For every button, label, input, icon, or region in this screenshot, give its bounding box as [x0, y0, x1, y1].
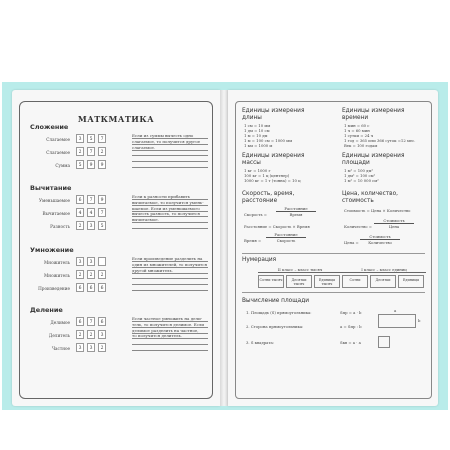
number-cell: 2 — [87, 330, 95, 339]
number-cell: 9 — [98, 160, 106, 169]
number-cell: 3 — [87, 221, 95, 230]
number-cell: 2 — [76, 330, 84, 339]
speed-formula: Скорость = — [244, 212, 267, 217]
time-heading: Единицы измерения времени — [342, 108, 405, 121]
rule-note-line: Если частное умножить на дели- — [132, 316, 203, 321]
row-label: Множитель — [44, 273, 70, 278]
rectangle-diagram — [378, 314, 416, 328]
number-cell: 6 — [76, 317, 84, 326]
number-cell: 7 — [87, 317, 95, 326]
section-heading: Деление — [30, 306, 63, 314]
price-formula: Цена = — [344, 240, 359, 245]
left-page — [12, 90, 220, 406]
note-ruling-line — [132, 344, 208, 345]
price-heading: Цена, количество, стоимость — [342, 191, 398, 204]
thousands-class-label: II класс – класс тысяч — [258, 267, 342, 273]
note-ruling-line — [132, 216, 208, 217]
row-label: Произведение — [38, 286, 70, 291]
area-formula-2: a = Sпр : b — [340, 324, 362, 329]
note-ruling-line — [132, 278, 208, 279]
number-cell: 2 — [76, 270, 84, 279]
row-label: Частное — [51, 346, 70, 351]
note-ruling-line — [132, 150, 208, 151]
note-ruling-line — [132, 138, 208, 139]
number-cell: 6 — [87, 283, 95, 292]
row-label: Разность — [50, 224, 70, 229]
place-value-cell: Единицы тысяч — [314, 275, 340, 288]
note-ruling-line — [132, 327, 208, 328]
number-cell: 9 — [98, 195, 106, 204]
cost-formula: Стоимость = Цена × Количество — [344, 208, 411, 213]
time-fraction: Расстояние Скорость — [266, 232, 306, 243]
rule-note-line: слагаемое. — [132, 144, 156, 150]
time-lines: 1 мин = 60 с 1 ч = 60 мин 1 сутки = 24 ч 1 год = 365 или 366 суток =12 мес. Век = 100 годам — [344, 123, 416, 148]
price-fraction: Стоимость Количество — [360, 234, 400, 245]
length-lines: 1 см = 10 мм 1 дм = 10 см 1 м = 10 дм 1 м = 100 см = 1000 мм 1 км = 1000 м — [244, 123, 293, 148]
note-ruling-line — [132, 199, 208, 200]
rule-note-line: слагаемое, то получится другое — [132, 138, 201, 144]
rule-note-line: вычесть разность, то получится — [132, 211, 200, 217]
place-value-cell: Десятки тысяч — [286, 275, 312, 288]
note-ruling-line — [132, 211, 208, 212]
number-cell: 6 — [98, 283, 106, 292]
note-ruling-line — [132, 144, 208, 145]
area-item-3: 3. S квадрата: — [246, 340, 275, 345]
rule-note-line: Если к разности прибавить — [132, 194, 190, 199]
section-heading: Умножение — [30, 246, 74, 254]
area-formula-1: Sпр = a · b — [340, 310, 362, 315]
number-cell: 6 — [76, 283, 84, 292]
area-units-lines: 1 м² = 100 дм² 1 дм² = 100 см² 1 м² = 10 000 см² — [344, 168, 379, 183]
note-ruling-line — [132, 273, 208, 274]
rule-note-line: шаемое. Если из уменьшаемого — [132, 205, 200, 211]
speed-fraction: Расстояние Время — [276, 206, 316, 217]
number-cell: 7 — [87, 195, 95, 204]
note-ruling-line — [132, 321, 208, 322]
row-label: Вычитаемое — [42, 211, 70, 216]
note-ruling-line — [132, 350, 208, 351]
math-table-frame — [19, 101, 213, 399]
number-cell: 3 — [76, 257, 84, 266]
note-ruling-line — [132, 167, 208, 168]
number-cell: 3 — [76, 343, 84, 352]
rect-side-a-label: a — [394, 308, 397, 313]
rule-note-line: вычитаемое. — [132, 217, 159, 223]
note-ruling-line — [132, 222, 208, 223]
rule-note-line: другой множитель. — [132, 267, 173, 273]
note-ruling-line — [132, 155, 208, 156]
number-cell: 2 — [98, 147, 106, 156]
row-label: Слагаемое — [46, 150, 70, 155]
note-ruling-line — [132, 205, 208, 206]
area-units-heading: Единицы измерения площади — [342, 153, 405, 166]
rule-note-line: вычитаемое, то получится умень- — [132, 199, 204, 205]
row-label: Множитель — [44, 260, 70, 265]
place-value-cell: Десятки — [370, 275, 396, 288]
note-ruling-line — [132, 228, 208, 229]
square-diagram — [378, 336, 390, 348]
note-ruling-line — [132, 290, 208, 291]
number-cell: 2 — [98, 343, 106, 352]
row-label: Делитель — [48, 333, 70, 338]
number-cell: 5 — [76, 160, 84, 169]
notebook-spine — [220, 90, 228, 406]
rule-note-line: то получится делитель. — [132, 333, 183, 339]
rule-note-line: делимое разделить на частное, — [132, 327, 199, 333]
area-formula-3: Sкв = a · a — [340, 340, 361, 345]
note-ruling-line — [132, 267, 208, 268]
number-cell: 2 — [87, 270, 95, 279]
number-cell: 2 — [76, 221, 84, 230]
number-cell: 9 — [87, 160, 95, 169]
note-ruling-line — [132, 284, 208, 285]
number-cell: 4 — [87, 208, 95, 217]
rule-note-line: один из множителей, то получится — [132, 261, 207, 267]
number-cell: 5 — [87, 134, 95, 143]
number-cell: 7 — [87, 147, 95, 156]
time-formula: Время = — [244, 238, 262, 243]
number-cell: 3 — [98, 330, 106, 339]
section-heading: Вычитание — [30, 184, 72, 192]
area-calc-heading: Вычисление площади — [242, 298, 310, 304]
area-item-1: 1. Площадь (S) прямоугольника: — [246, 310, 312, 315]
rule-note-line: тель, то получится делимое. Если — [132, 321, 205, 327]
number-cell: 4 — [76, 208, 84, 217]
note-ruling-line — [132, 338, 208, 339]
note-ruling-line — [132, 333, 208, 334]
page-title: МАТКМАТИКА — [77, 114, 155, 124]
number-cell: 5 — [98, 221, 106, 230]
place-value-cell: Сотни — [342, 275, 368, 288]
row-label: Сумма — [55, 163, 70, 168]
place-value-cell: Единицы — [398, 275, 424, 288]
length-heading: Единицы измерения длины — [242, 108, 305, 121]
speed-heading: Скорость, время, расстояние — [242, 191, 295, 204]
numeration-heading: Нумерация — [242, 257, 277, 263]
mass-lines: 1 кг = 1000 г 100 кг = 1 ц (центнер) 1000 кг = 1 т (тонна) = 10 ц — [244, 168, 301, 183]
right-page — [228, 90, 438, 406]
mass-heading: Единицы измерения массы — [242, 153, 305, 166]
number-cell: 2 — [76, 147, 84, 156]
number-cell — [98, 257, 106, 266]
note-ruling-line — [132, 261, 208, 262]
rule-note-line: Если произведение разделить на — [132, 256, 203, 261]
row-label: Уменьшаемое — [39, 198, 70, 203]
note-ruling-line — [132, 161, 208, 162]
number-cell: 6 — [76, 195, 84, 204]
area-item-2: 2. Сторона прямоугольника: — [246, 324, 304, 329]
rule-note-line: Если из суммы вычесть одно — [132, 133, 194, 138]
row-label: Делимое — [50, 320, 70, 325]
rect-side-b-label: b — [418, 318, 421, 323]
divider — [242, 253, 425, 254]
number-cell: 3 — [87, 257, 95, 266]
number-cell: 6 — [98, 317, 106, 326]
number-cell: 3 — [76, 134, 84, 143]
number-cell: 2 — [98, 270, 106, 279]
number-cell: 7 — [98, 208, 106, 217]
place-value-cell: Сотни тысяч — [258, 275, 284, 288]
units-class-label: I класс – класс единиц — [342, 267, 426, 273]
number-cell: 7 — [98, 134, 106, 143]
reference-frame — [235, 101, 432, 399]
row-label: Слагаемое — [46, 137, 70, 142]
distance-formula: Расстояние = Скорость × Время — [244, 224, 310, 229]
rule-note — [132, 256, 208, 273]
section-heading: Сложение — [30, 123, 69, 131]
rule-note — [132, 133, 208, 150]
number-cell: 3 — [87, 343, 95, 352]
quantity-formula: Количество = — [344, 224, 372, 229]
quantity-fraction: Стоимость Цена — [374, 218, 414, 229]
divider — [242, 292, 425, 293]
